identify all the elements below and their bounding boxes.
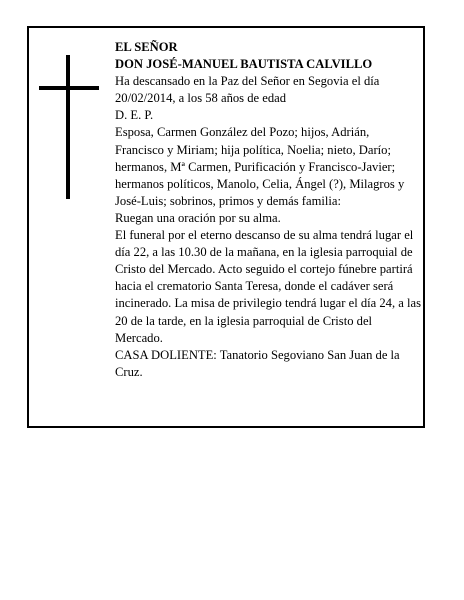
funeral-home: CASA DOLIENTE: Tanatorio Segoviano San Juan de la Cruz.	[115, 347, 400, 379]
death-announcement: Ha descansado en la Paz del Señor en Segovia el día 20/02/2014, a los 58 años de edad	[115, 74, 380, 106]
prayer-request: Ruegan una oración por su alma.	[115, 210, 281, 225]
funeral-details: El funeral por el eterno descanso de su alma tendrá lugar el día 22, a las 10.30 de la mañana, en la iglesia parroquial de Cristo del Mercado. Acto seguido el cortejo fúnebre partirá hacia el crematorio Santa Teresa, donde el cadáver será incinerado. La misa de privilegio tendrá lugar el día 24, a las 20 de la tarde, en la iglesia parroquial de Cristo del Mercado.	[115, 228, 421, 345]
obituary-text	[115, 39, 421, 381]
obituary-card	[27, 26, 425, 428]
notice-title: EL SEÑOR	[115, 40, 178, 54]
rest-in-peace: D. E. P.	[115, 108, 154, 123]
deceased-name: DON JOSÉ-MANUEL BAUTISTA CALVILLO	[115, 57, 373, 72]
cross-vertical-bar	[66, 55, 70, 199]
cross-horizontal-bar	[39, 86, 99, 90]
cross-icon	[39, 55, 99, 199]
family-members: Esposa, Carmen González del Pozo; hijos, Adrián, Francisco y Miriam; hija política, Noelia; nieto, Darío; hermanos, Mª Carmen, Purificación y Francisco-Javier; hermanos políticos, Manolo, Celia, Ángel (?), Milagros y José-Luis; sobrinos, primos y demás familia:	[115, 125, 405, 208]
